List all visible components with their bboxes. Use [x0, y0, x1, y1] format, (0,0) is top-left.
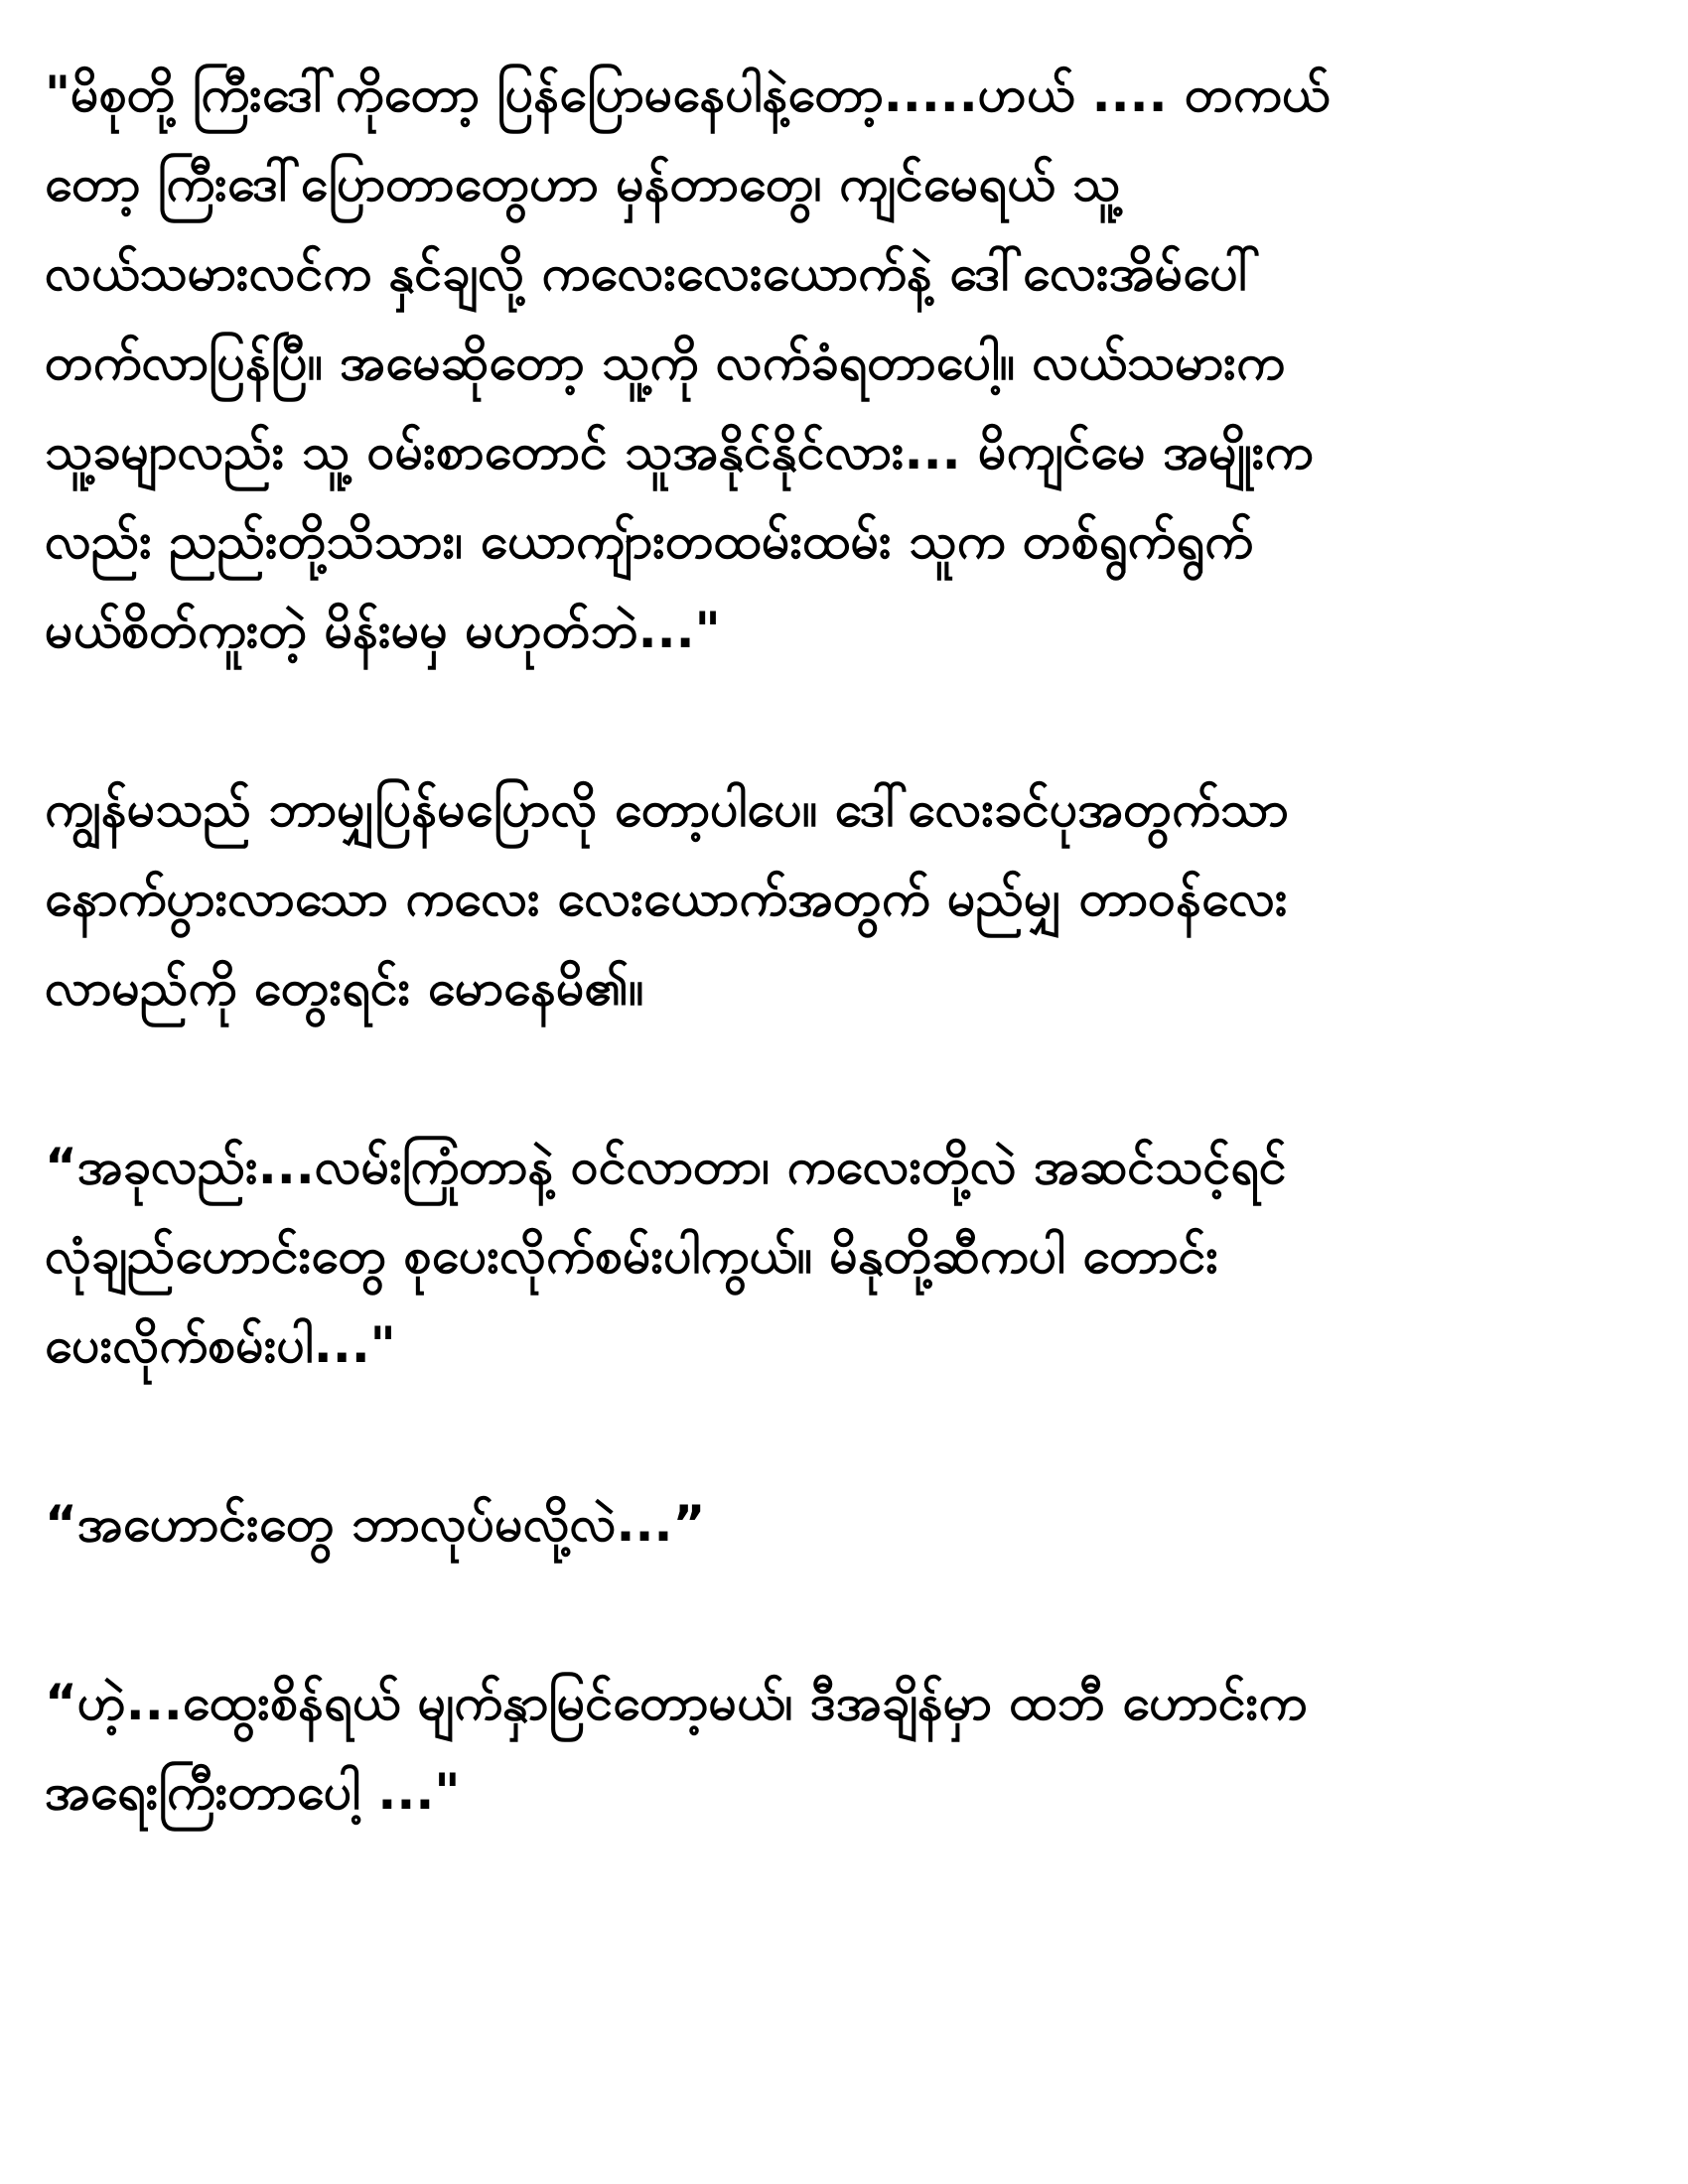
text-line: “ဟဲ့...ထွေးစိန်ရယ် မျက်နှာမြင်တော့မယ်၊ ဒီအချိန်မှာ ထဘီ ဟောင်းက: [45, 1674, 1308, 1731]
paragraph-spacer: [45, 675, 1633, 764]
paragraph-5: [45, 1658, 1633, 1837]
paragraph-spacer: [45, 1032, 1633, 1122]
text-line: “အခုလည်း...လမ်းကြုံတာနဲ့ ဝင်လာတာ၊ ကလေးတို့လဲ အဆင်သင့်ရင်: [45, 1138, 1287, 1195]
text-line: ပေးလိုက်စမ်းပါ...": [45, 1316, 396, 1374]
document-page: [45, 50, 1633, 1837]
text-line: “အဟောင်းတွေ ဘာလုပ်မလို့လဲ...”: [45, 1495, 706, 1553]
text-line: အရေးကြီးတာပေါ့ ...": [45, 1763, 461, 1821]
text-line: တက်လာပြန်ပြီ။ အမေဆိုတော့ သူ့ကို လက်ခံရတာပေါ့။ လယ်သမားက: [45, 334, 1285, 391]
paragraph-spacer: [45, 1569, 1633, 1658]
text-line: လည်း ညည်းတို့သိသား၊ ယောကျ်ားတထမ်းထမ်း သူက တစ်ရွက်ရွက်: [45, 512, 1253, 570]
text-line: သူ့ခမျာလည်း သူ့ ဝမ်းစာတောင် သူအနိုင်နိုင်လား... မိကျင်မေ အမျိုးက: [45, 423, 1314, 480]
text-line: လုံချည်ဟောင်းတွေ စုပေးလိုက်စမ်းပါကွယ်။ မိနုတို့ဆီကပါ တောင်း: [45, 1227, 1219, 1285]
paragraph-2: [45, 764, 1633, 1032]
text-line: နောက်ပွားလာသော ကလေး လေးယောက်အတွက် မည်မျှ တာဝန်လေး: [45, 870, 1288, 927]
text-line: ကျွန်မသည် ဘာမျှပြန်မပြောလို တော့ပါပေ။ ဒေါ်လေးခင်ပုအတွက်သာ: [45, 780, 1289, 838]
text-line: "မိစုတို့ ကြီးဒေါ်ကိုတော့ ပြန်ပြောမနေပါနဲ့တော့.....ဟယ် .... တကယ်: [45, 66, 1331, 123]
paragraph-spacer: [45, 1390, 1633, 1479]
text-line: မယ်စိတ်ကူးတဲ့ မိန်းမမှ မဟုတ်ဘဲ...": [45, 602, 721, 659]
paragraph-3: [45, 1122, 1633, 1390]
text-line: လာမည်ကို တွေးရင်း မောနေမိ၏။: [45, 959, 644, 1017]
text-line: တော့ ကြီးဒေါ်ပြောတာတွေဟာ မှန်တာတွေ၊ ကျင်မေရယ် သူ့: [45, 155, 1121, 212]
paragraph-4: [45, 1479, 1633, 1569]
text-line: လယ်သမားလင်က နှင်ချလို့ ကလေးလေးယောက်နဲ့ ဒေါ်လေးအိမ်ပေါ်: [45, 244, 1261, 302]
paragraph-1: [45, 50, 1633, 675]
